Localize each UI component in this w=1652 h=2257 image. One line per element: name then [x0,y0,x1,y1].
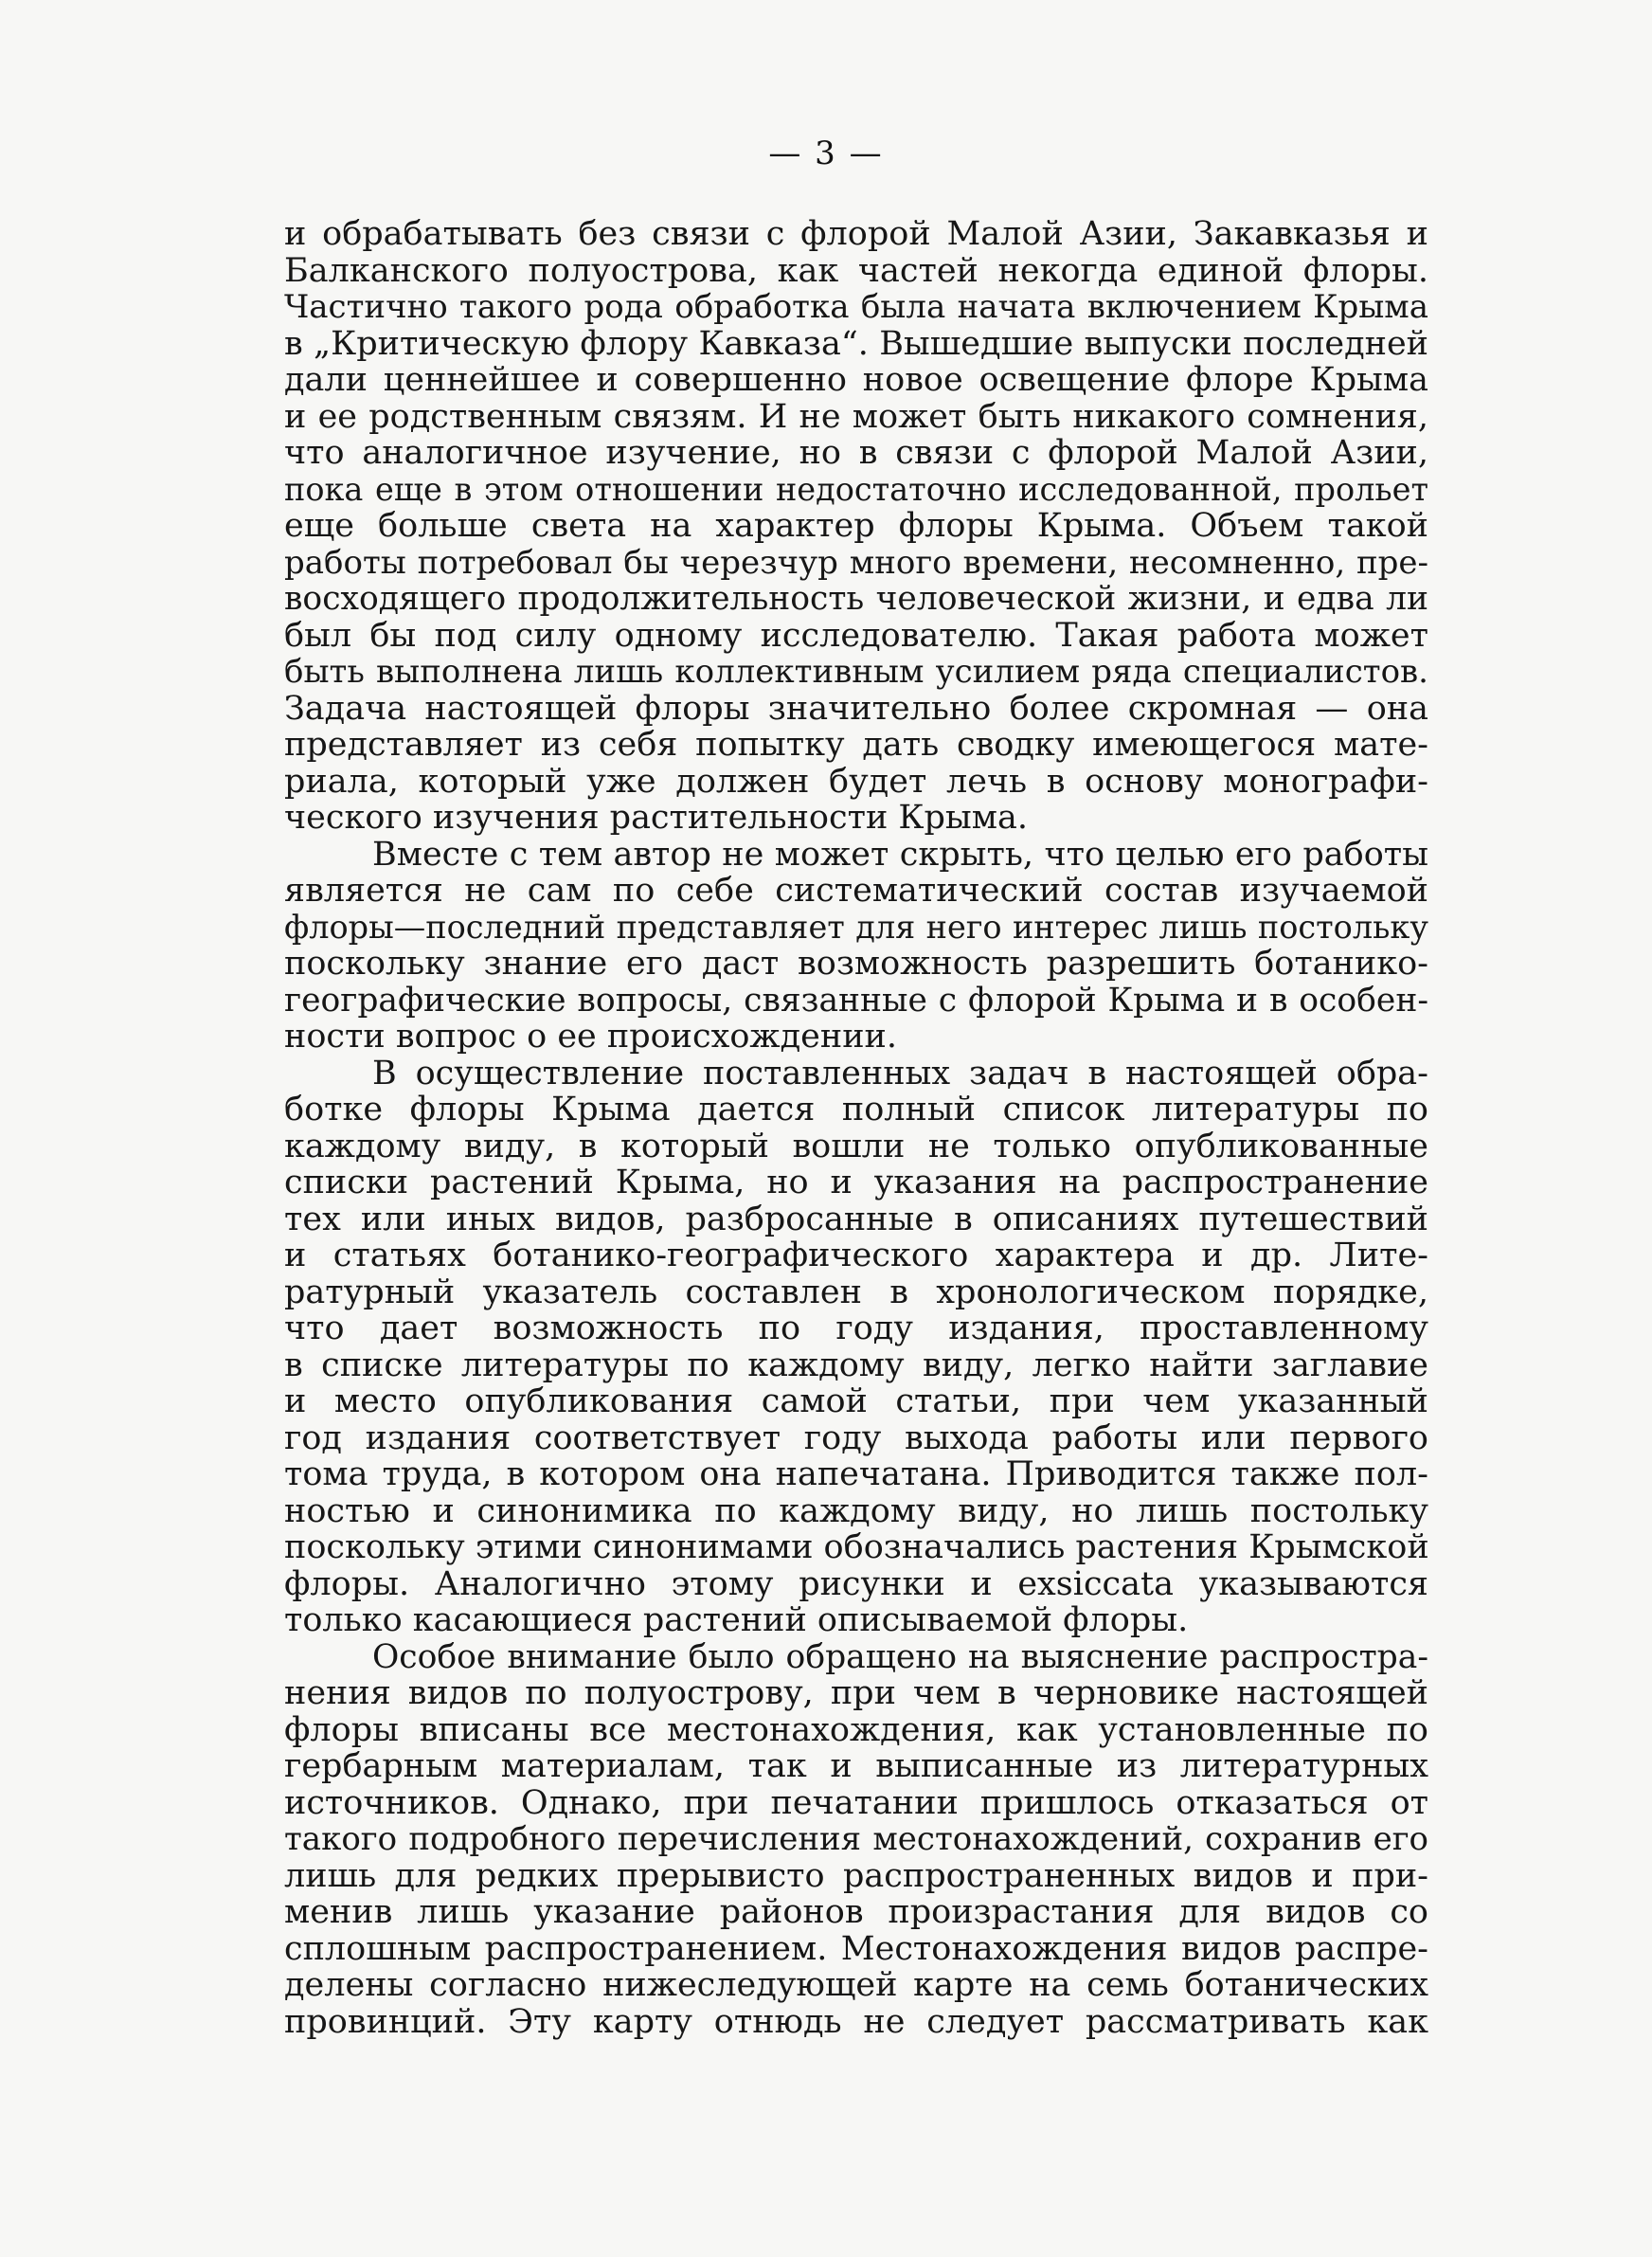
text-line: что аналогичное изучение, но в связи с флорой Малой Азии, [284,434,1428,472]
text-line: риала, который уже должен будет лечь в основу монографи- [284,762,1428,801]
text-line: ностью и синонимика по каждому виду, но лишь постольку [284,1491,1428,1530]
text-line: дали ценнейшее и совершенно новое освещение флоре Крыма [284,361,1428,399]
text-line: еще больше света на характер флоры Крыма. Объем такой [284,507,1428,545]
text-line: является не сам по себе систематический состав изучаемой [284,872,1428,910]
text-line: что дает возможность по году издания, проставленному [284,1309,1428,1347]
text-line: сплошным распространением. Местонахождения видов распре- [284,1929,1428,1968]
text-line: флоры вписаны все местонахождения, как установленные по [284,1710,1428,1749]
body-text [284,216,1428,2040]
text-line: лишь для редких прерывисто распространенных видов и при- [284,1856,1428,1895]
text-line: восходящего продолжительность человеческой жизни, и едва ли [284,580,1428,618]
text-line: ботке флоры Крыма дается полный список литературы по [284,1091,1428,1128]
text-line: ратурный указатель составлен в хронологическом порядке, [284,1273,1428,1311]
text-line: Особое внимание было обращено на выяснение распростра- [372,1637,1428,1676]
text-line: быть выполнена лишь коллективным усилием ряда специалистов. [284,653,1428,691]
text-line: работы потребовал бы черезчур много времени, несомненно, пре- [284,543,1428,582]
text-line: менив лишь указание районов произрастания для видов со [284,1893,1428,1931]
text-line: год издания соответствует году выхода работы или первого [284,1418,1428,1457]
text-line: Балканского полуострова, как частей некогда единой флоры. [284,251,1428,290]
text-line: поскольку знание его даст возможность разрешить ботанико- [284,945,1428,983]
text-line: был бы под силу одному исследователю. Такая работа может [284,616,1428,655]
text-line: флоры—последний представляет для него интерес лишь постольку [284,908,1428,946]
text-line: Задача настоящей флоры значительно более скромная — она [284,689,1428,728]
text-line: и место опубликования самой статьи, при чем указанный [284,1382,1428,1420]
text-line: Частично такого рода обработка была начата включением Крыма [284,288,1428,326]
text-line: списки растений Крыма, но и указания на распространение [284,1164,1428,1201]
text-line: В осуществление поставленных задач в настоящей обра- [372,1054,1428,1092]
text-line: тех или иных видов, разбросанные в описаниях путешествий [284,1200,1428,1238]
text-line: только касающиеся растений описываемой флоры. [284,1601,1189,1639]
text-line: географические вопросы, связанные с флорой Крыма и в особен- [284,981,1428,1020]
text-line: провинций. Эту карту отнюдь не следует рассматривать как [284,2002,1428,2041]
text-line: пока еще в этом отношении недостаточно исследованной, прольет [284,470,1428,508]
text-line: нения видов по полуострову, при чем в черновике настоящей [284,1674,1428,1712]
text-line: гербарным материалам, так и выписанные из литературных [284,1747,1428,1785]
text-line: ности вопрос о ее происхождении. [284,1018,897,1056]
text-line: и обрабатывать без связи с флорой Малой Азии, Закавказья и [284,215,1428,253]
text-line: в „Критическую флору Кавказа“. Вышедшие выпуски последней [284,324,1428,363]
text-line: такого подробного перечисления местонахождений, сохранив его [284,1820,1428,1858]
text-line: источников. Однако, при печатании пришлось отказаться от [284,1783,1428,1822]
text-line: поскольку этими синонимами обозначались растения Крымской [284,1528,1429,1566]
page-number: — 3 — [768,135,884,172]
text-line: представляет из себя попытку дать сводку имеющегося мате- [284,726,1428,764]
text-line: каждому виду, в который вошли не только опубликованные [284,1127,1428,1165]
text-line: тома труда, в котором она напечатана. Приводится также пол- [284,1455,1428,1493]
text-line: делены согласно нижеследующей карте на семь ботанических [284,1966,1428,2004]
text-line: Вместе с тем автор не может скрыть, что целью его работы [372,835,1428,874]
text-line: флоры. Аналогично этому рисунки и exsiccata указываются [284,1564,1428,1603]
text-line: и статьях ботанико-географического характера и др. Лите- [284,1237,1428,1274]
text-line: и ее родственным связям. И не может быть никакого сомнения, [284,397,1428,436]
text-line: в списке литературы по каждому виду, легко найти заглавие [284,1345,1428,1384]
text-line: ческого изучения растительности Крыма. [284,799,1028,837]
